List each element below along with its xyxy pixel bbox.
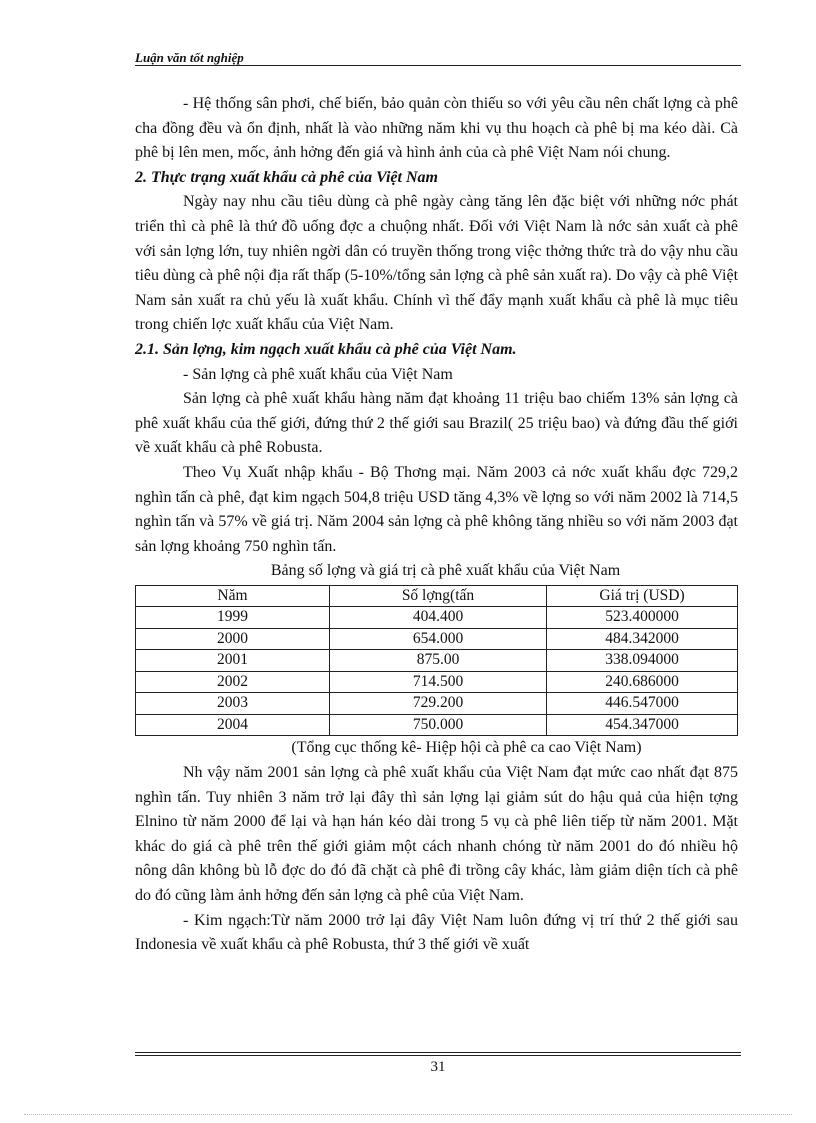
paragraph-annual-output: Sản lợng cà phê xuất khẩu hàng năm đạt khoảng 11 triệu bao chiếm 13% sản lợng cà phê xuất khẩu của thế giới, đứng thứ 2 thế giới sau Brazil( 25 triệu bao) và đứng đầu thế giới về xuất khẩu cà phê Robusta. (135, 390, 738, 457)
paragraph-consumption-demand: Ngày nay nhu cầu tiêu dùng cà phê ngày càng tăng lên đặc biệt với những nớc phát triển thì cà phê là thứ đồ uống đợc a chuộng nhất. Đối với Việt Nam là nớc sản xuất cà phê với sản lợng lớn, tuy nhiên ngời dân có truyền thống trong việc thởng thức trà do vậy nhu cầu tiêu dùng cà phê nội địa rất thấp (5-10%/tổng sản lợng cà phê sản xuất ra). Do vậy cà phê Việt Nam sản xuất ra chủ yếu là xuất khẩu. Chính vì thế đẩy mạnh xuất khẩu cà phê là mục tiêu trong chiến lợc xuất khẩu của Việt Nam. (135, 193, 739, 334)
paragraph-turnover: - Kim ngạch:Từ năm 2000 trở lại đây Việt Nam luôn đứng vị trí thứ 2 thế giới sau Indonesia về xuất khẩu cà phê Robusta, thứ 3 thế giới về xuất (135, 911, 738, 954)
table-cell-value: 454.347000 (547, 714, 738, 736)
export-data-table (135, 585, 738, 737)
table-cell-year: 2002 (136, 671, 330, 693)
table-cell-value: 446.547000 (547, 693, 738, 715)
table-header-value: Giá trị (USD) (547, 585, 738, 607)
table-cell-value: 523.400000 (547, 607, 738, 629)
paragraph-2001-peak: Nh vậy năm 2001 sản lợng cà phê xuất khẩu của Việt Nam đạt mức cao nhất đạt 875 nghìn tấn. Tuy nhiên 3 năm trở lại đây thì sản lợng lại giảm sút do hậu quả của hiện tợng Elnino từ năm 2000 để lại và hạn hán kéo dài trong 5 vụ cà phê liên tiếp từ năm 2001. Mặt khác do giá cà phê trên thế giới giảm một cách nhanh chóng từ năm 2001 do đó nhiều hộ nông dân không bù lỗ đợc do đó đã chặt cà phê đi trồng cây khác, làm giảm diện tích cà phê do đó cũng làm ảnh hởng đến sản lợng cà phê của Việt Nam. (135, 763, 738, 904)
table-cell-value: 338.094000 (547, 650, 738, 672)
table-header-year: Năm (136, 585, 330, 607)
document-body (135, 92, 738, 958)
section-heading-export-status: 2. Thực trạng xuất khẩu cà phê của Việt Nam (135, 168, 438, 186)
table-header-row (136, 585, 738, 607)
table-cell-quantity: 714.500 (330, 671, 547, 693)
page-edge (24, 1114, 792, 1115)
table-cell-quantity: 750.000 (330, 714, 547, 736)
table-cell-year: 2001 (136, 650, 330, 672)
table-header-quantity: Số lợng(tấn (330, 585, 547, 607)
table-row (136, 693, 738, 715)
table-row (136, 628, 738, 650)
table-row (136, 714, 738, 736)
table-cell-year: 2003 (136, 693, 330, 715)
paragraph-ministry-report: Theo Vụ Xuất nhập khẩu - Bộ Thơng mại. Năm 2003 cả nớc xuất khẩu đợc 729,2 nghìn tấn cà phê, đạt kim ngạch 504,8 triệu USD tăng 4,3% về lợng so với năm 2002 là 714,5 nghìn tấn và 57% về giá trị. Năm 2004 sản lợng cà phê không tăng nhiều so với năm 2003 đạt sản lợng khoảng 750 nghìn tấn. (135, 463, 738, 555)
table-cell-quantity: 404.400 (330, 607, 547, 629)
table-cell-value: 484.342000 (547, 628, 738, 650)
footer-rule-bottom (135, 1055, 741, 1056)
paragraph-drying-processing: - Hệ thống sân phơi, chế biến, bảo quản còn thiếu so với yêu cầu nên chất lợng cà phê cha đồng đều và ổn định, nhất là vào những năm khi vụ thu hoạch cà phê bị ma kéo dài. Cà phê bị lên men, mốc, ảnh hởng đến giá và hình ảnh của cà phê Việt Nam nói chung. (135, 95, 738, 162)
paragraph-export-output-label: - Sản lợng cà phê xuất khẩu của Việt Nam (183, 365, 453, 383)
table-source-note: (Tổng cục thống kê- Hiệp hội cà phê ca cao Việt Nam) (291, 739, 642, 757)
header-rule (135, 65, 741, 66)
table-caption: Bảng số lợng và giá trị cà phê xuất khẩu của Việt Nam (270, 562, 621, 580)
table-row (136, 650, 738, 672)
table-cell-quantity: 875.00 (330, 650, 547, 672)
table-cell-year: 1999 (136, 607, 330, 629)
table-cell-quantity: 654.000 (330, 628, 547, 650)
table-row (136, 607, 738, 629)
page-number: 31 (430, 1059, 446, 1075)
table-cell-year: 2000 (136, 628, 330, 650)
footer-rule-top (135, 1052, 741, 1053)
table-cell-value: 240.686000 (547, 671, 738, 693)
subsection-heading-output-turnover: 2.1. Sản lợng, kim ngạch xuất khẩu cà phê của Việt Nam. (135, 340, 517, 358)
page-header-title: Luận văn tốt nghiệp (135, 50, 244, 65)
table-cell-quantity: 729.200 (330, 693, 547, 715)
table-row (136, 671, 738, 693)
table-cell-year: 2004 (136, 714, 330, 736)
